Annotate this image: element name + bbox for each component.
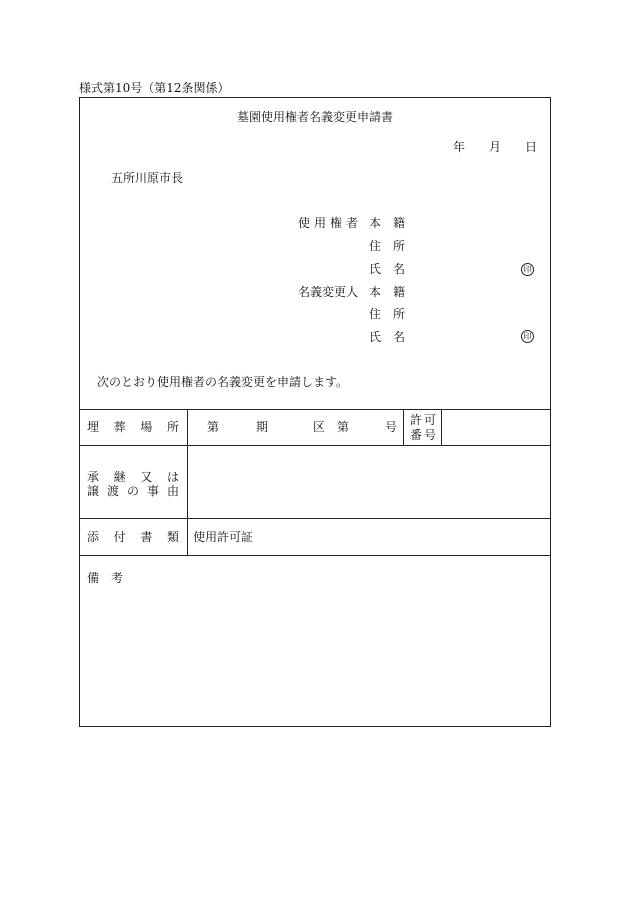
burial-dai2-label: 第 [337,420,350,434]
application-statement: 次のとおり使用権者の名義変更を申請します。 [97,375,349,389]
reason-label-line2: 譲 渡 の 事 由 [87,484,179,498]
permit-label-right-divider [441,409,442,445]
permit-number-label-line1: 許可 [410,413,439,427]
permit-label-left-divider [403,409,404,445]
reason-label-line1: 承 継 又 は [87,470,179,484]
attachments-value: 使用許可証 [193,530,254,544]
table-divider-1 [80,445,550,446]
burial-ki-label: 期 [256,420,269,434]
permit-number-label-line2: 番号 [410,428,439,442]
user-domicile-label: 本 籍 [369,216,405,230]
remarks-label: 備 考 [87,571,123,585]
user-name-label: 氏 名 [369,262,405,276]
burial-dai-label: 第 [207,420,220,434]
new-holder-role-label: 名 義 変 更 人 [298,285,359,299]
addressee: 五所川原市長 [111,171,184,185]
user-role-label: 使 用 権 者 [298,216,358,230]
date-day-label: 日 [525,140,538,154]
user-address-label: 住 所 [369,239,405,253]
table-top-divider [80,409,550,410]
user-seal-mark: 印 [521,263,534,276]
burial-gou-label: 号 [385,420,398,434]
form-number: 様式第10号（第12条関係） [79,81,230,95]
table-divider-2 [80,518,550,519]
attachments-label: 添 付 書 類 [87,530,179,544]
form-title: 墓園使用権者名義変更申請書 [236,110,393,124]
new-holder-address-label: 住 所 [369,307,405,321]
new-holder-name-label: 氏 名 [369,330,405,344]
table-divider-3 [80,555,550,556]
application-form [79,97,551,727]
label-column-divider [187,409,188,555]
new-holder-domicile-label: 本 籍 [369,285,405,299]
burial-place-label: 埋 葬 場 所 [87,420,179,434]
date-month-label: 月 [489,140,502,154]
new-holder-seal-mark: 印 [521,330,534,343]
date-year-label: 年 [453,140,466,154]
burial-ku-label: 区 [313,420,326,434]
